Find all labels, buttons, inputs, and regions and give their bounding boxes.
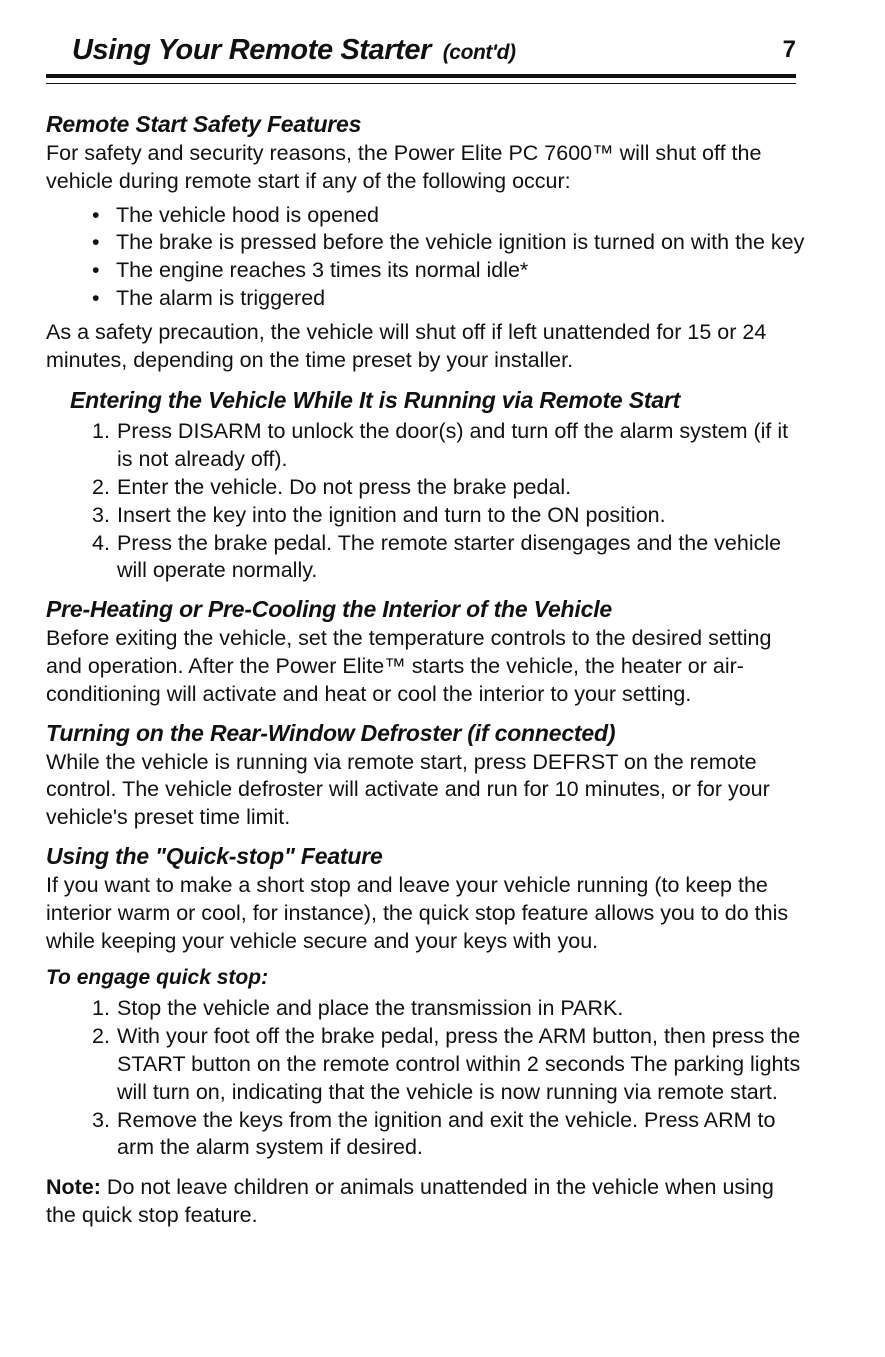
bullet-icon: • [92,230,100,255]
quickstop-text: If you want to make a short stop and leave your vehicle running (to keep the interior warm or cool, for instance), the quick stop feature allows you to do this while keeping your vehicle secure and your keys with you. [46,872,789,953]
list-item [92,530,806,586]
defrost-section [46,717,806,832]
safety-intro: For safety and security reasons, the Power Elite PC 7600™ will shut off the vehicle during remote start if any of the following occur: [46,141,762,193]
defrost-text: While the vehicle is running via remote start, press DEFRST on the remote control. The vehicle defroster will activate and run for 10 minutes, or for your vehicle's preset time limit. [46,749,770,830]
list-item [92,418,806,474]
list-item-text: The alarm is triggered [116,285,326,310]
preheat-text: Before exiting the vehicle, set the temperature controls to the desired setting and operation. After the Power Elite™ starts the vehicle, the heater or air-conditioning will activate and heat or cool the interior to your setting. [46,626,772,706]
list-item-text: The brake is pressed before the vehicle ignition is turned on with the key [116,230,805,255]
list-item [92,1107,806,1163]
step-text: Stop the vehicle and place the transmission in PARK. [117,996,624,1021]
safety-precaution: As a safety precaution, the vehicle will shut off if left unattended for 15 or 24 minutes, depending on the time preset by your installer. [46,319,767,372]
list-item [92,1023,806,1106]
page-header [46,34,796,74]
list-item-text: The engine reaches 3 times its normal idle* [116,258,529,283]
defrost-heading: Turning on the Rear-Window Defroster (if connected) [46,719,616,746]
note-label: Note: [46,1175,101,1200]
list-item [92,285,806,313]
step-text: Press the brake pedal. The remote starter disengages and the vehicle will operate normally. [117,530,782,583]
header-rule-thick [46,74,796,78]
safety-bullet-list [46,202,806,313]
preheat-heading: Pre-Heating or Pre-Cooling the Interior of the Vehicle [46,596,612,623]
step-text: Enter the vehicle. Do not press the brake pedal. [117,474,572,499]
step-text: Remove the keys from the ignition and exit the vehicle. Press ARM to arm the alarm system if desired. [117,1107,776,1160]
page-content [46,108,806,1230]
page-number: 7 [782,36,796,63]
page-title-suffix: (cont'd) [442,41,516,64]
bullet-icon: • [92,258,100,283]
quickstop-heading: Using the "Quick-stop" Feature [46,842,383,869]
header-rule-thin [46,83,796,84]
list-item-text: The vehicle hood is opened [116,202,379,227]
list-item [92,257,806,285]
step-number: 2. [92,474,110,499]
step-text: Insert the key into the ignition and turn to the ON position. [117,502,666,527]
list-item [92,995,806,1023]
page-title-text: Using Your Remote Starter [72,34,432,66]
step-number: 4. [92,530,110,555]
list-item [92,502,806,530]
list-item [92,229,806,257]
step-text: Press DISARM to unlock the door(s) and turn off the alarm system (if it is not already off). [117,419,789,472]
bullet-icon: • [92,285,100,310]
step-text: With your foot off the brake pedal, press the ARM button, then press the START button on the remote control within 2 seconds The parking lights will turn on, indicating that the vehicle is now running via remote start. [117,1024,801,1104]
list-item [92,202,806,230]
step-number: 1. [92,996,110,1021]
preheat-section [46,593,806,708]
entering-step-list [46,418,806,585]
entering-section [46,384,806,585]
quickstop-section [46,840,806,1162]
step-number: 3. [92,502,110,527]
safety-heading: Remote Start Safety Features [46,111,362,137]
quickstop-subheading: To engage quick stop: [46,966,269,990]
quickstop-step-list [46,995,806,1162]
entering-heading: Entering the Vehicle While It is Running via Remote Start [70,387,681,414]
step-number: 3. [92,1107,110,1132]
safety-section [46,108,806,374]
step-number: 1. [92,419,110,444]
page-title [72,34,516,67]
note-text: Do not leave children or animals unattended in the vehicle when using the quick stop feature. [46,1175,774,1227]
step-number: 2. [92,1024,110,1049]
note-paragraph [46,1174,806,1230]
bullet-icon: • [92,202,100,227]
list-item [92,474,806,502]
